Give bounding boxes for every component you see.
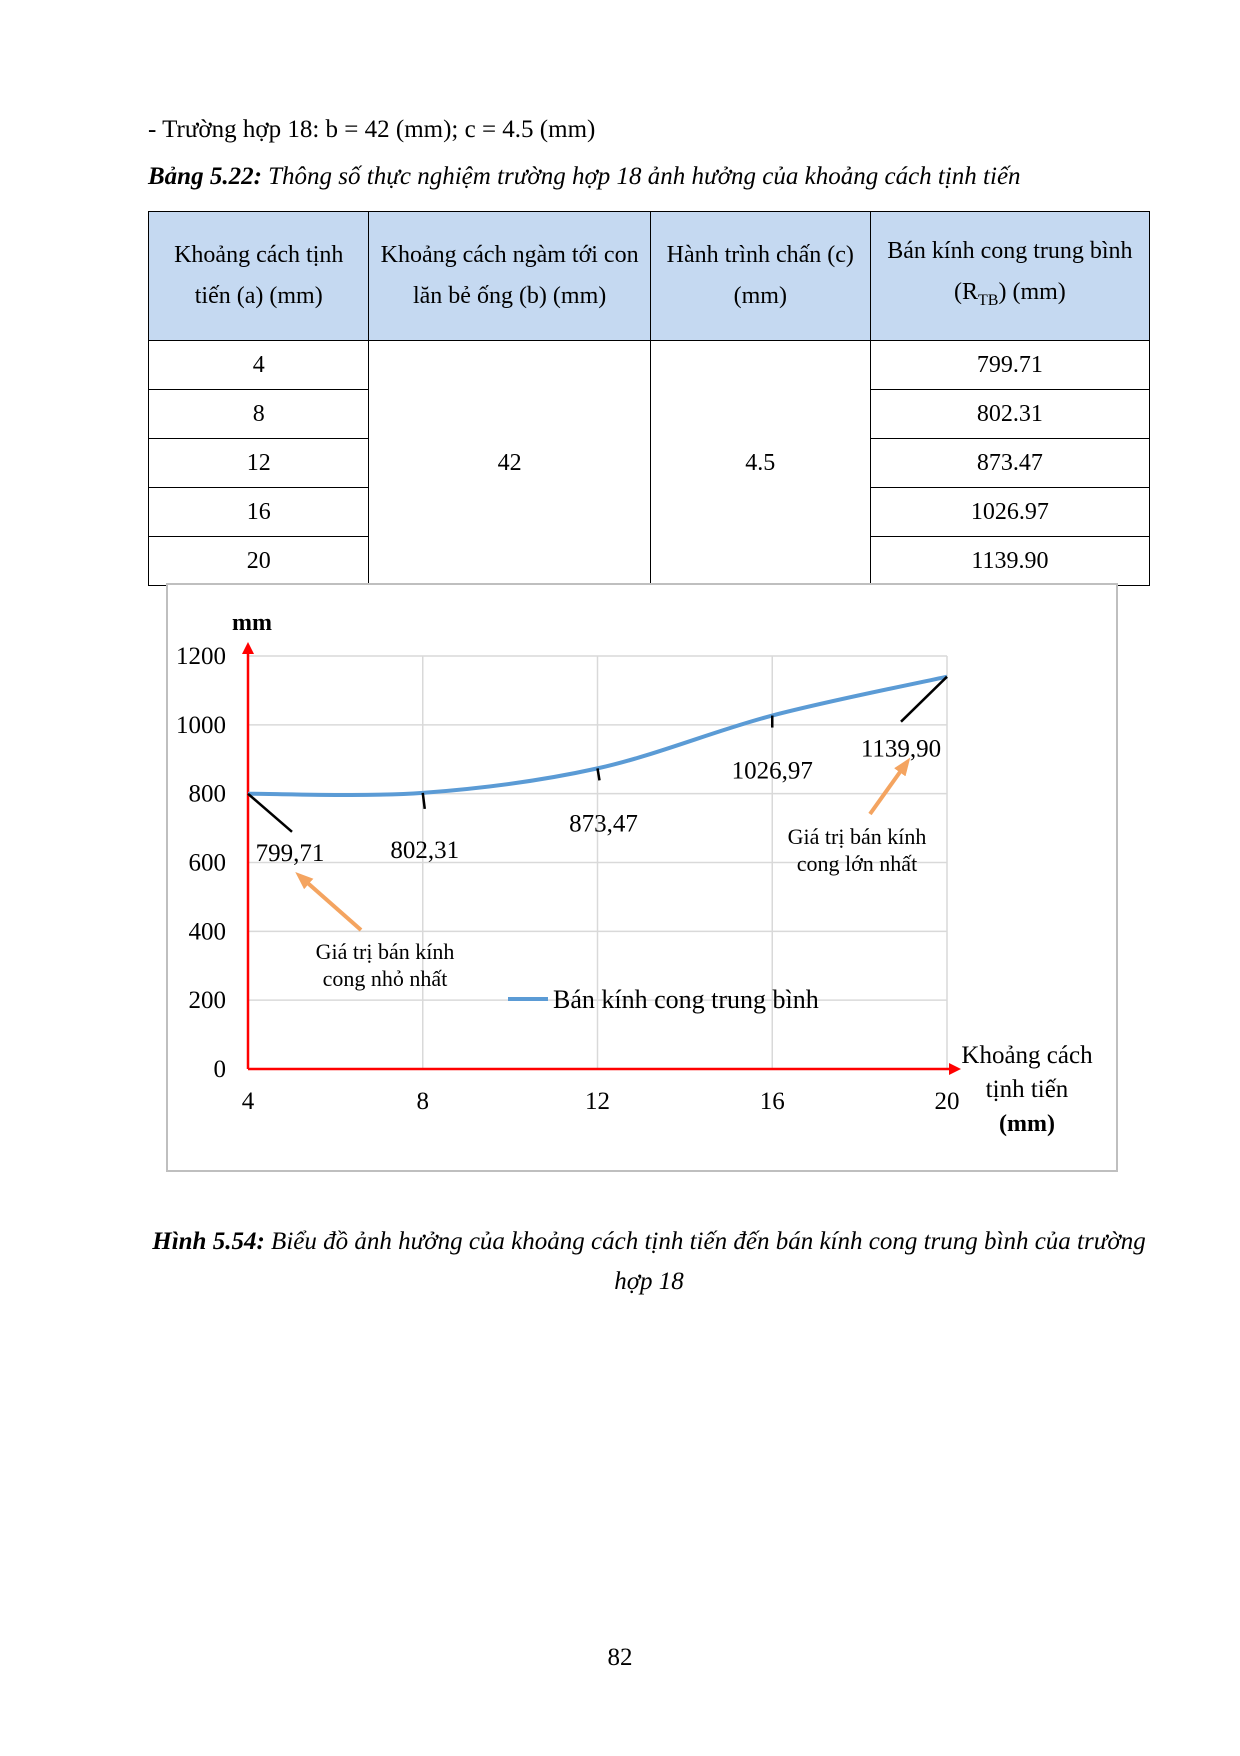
- page-number: 82: [607, 1644, 633, 1671]
- data-label: 1139,90: [860, 735, 942, 763]
- cell-a: 8: [149, 390, 369, 439]
- figure-caption: [148, 1222, 1150, 1302]
- table-caption-label: Bảng 5.22:: [148, 163, 262, 190]
- cell-radius: 1026.97: [870, 488, 1149, 537]
- cell-radius: 799.71: [870, 341, 1149, 390]
- annotation-max-arrow: [870, 765, 905, 814]
- cell-radius: 802.31: [870, 390, 1149, 439]
- x-tick-label: 4: [241, 1088, 255, 1115]
- header-clamp-distance: Khoảng cách ngàm tới con lăn bẻ ống (b) (mm): [369, 212, 650, 341]
- header-mean-radius-text: Bán kính cong trung bình (R: [887, 238, 1133, 306]
- data-label: 1026,97: [731, 757, 813, 785]
- y-tick-label: 0: [213, 1056, 226, 1083]
- header-press-stroke: Hành trình chấn (c) (mm): [650, 212, 870, 341]
- x-tick-label: 12: [585, 1088, 610, 1115]
- annotation-min-arrow: [302, 878, 361, 930]
- chart-frame: [166, 583, 1118, 1172]
- annotation-min-line: Giá trị bán kính: [315, 939, 455, 964]
- y-tick-label: 800: [188, 780, 226, 808]
- annotation-min-line: cong nhỏ nhất: [322, 966, 448, 991]
- y-axis-label: mm: [232, 610, 272, 636]
- x-axis-label-line: (mm): [999, 1111, 1055, 1137]
- cell-b-merged: 42: [369, 341, 650, 586]
- figure-caption-label: Hình 5.54:: [152, 1228, 265, 1255]
- y-tick-label: 1000: [176, 711, 226, 739]
- data-label: 873,47: [569, 810, 638, 838]
- header-mean-radius-sub: TB: [978, 291, 999, 309]
- y-tick-label: 400: [188, 918, 226, 946]
- cell-a: 20: [149, 537, 369, 586]
- cell-a: 16: [149, 488, 369, 537]
- x-tick-label: 8: [416, 1088, 429, 1115]
- cell-radius: 1139.90: [870, 537, 1149, 586]
- line-chart: [2, 2, 1240, 1756]
- y-tick-label: 1200: [176, 643, 226, 670]
- data-label: 802,31: [390, 836, 460, 864]
- cell-radius: 873.47: [870, 439, 1149, 488]
- x-tick-label: 16: [759, 1088, 785, 1115]
- y-tick-label: 200: [188, 987, 226, 1015]
- header-mean-radius-unit: ) (mm): [998, 279, 1066, 306]
- annotation-max-line: cong lớn nhất: [796, 851, 918, 876]
- cell-c-merged: 4.5: [650, 341, 870, 586]
- header-translation-distance: Khoảng cách tịnh tiến (a) (mm): [149, 212, 369, 341]
- data-label-leader: [248, 794, 292, 832]
- annotation-max-line: Giá trị bán kính: [787, 824, 927, 849]
- cell-a: 4: [149, 341, 369, 390]
- figure-caption-text: Biểu đồ ảnh hưởng của khoảng cách tịnh tiến đến bán kính cong trung bình của trường hợp 18: [264, 1228, 1146, 1295]
- x-tick-label: 20: [934, 1088, 960, 1115]
- table-caption-text: Thông số thực nghiệm trường hợp 18 ảnh hưởng của khoảng cách tịnh tiến: [261, 163, 1021, 190]
- cell-a: 12: [149, 439, 369, 488]
- data-label: 799,71: [255, 839, 325, 867]
- y-tick-label: 600: [188, 849, 226, 877]
- x-axis-label-line: Khoảng cách: [961, 1042, 1093, 1069]
- x-axis-label-line: tịnh tiến: [985, 1076, 1069, 1103]
- legend-label: Bán kính cong trung bình: [553, 985, 819, 1014]
- case-line: - Trường hợp 18: b = 42 (mm); c = 4.5 (mm): [148, 116, 596, 143]
